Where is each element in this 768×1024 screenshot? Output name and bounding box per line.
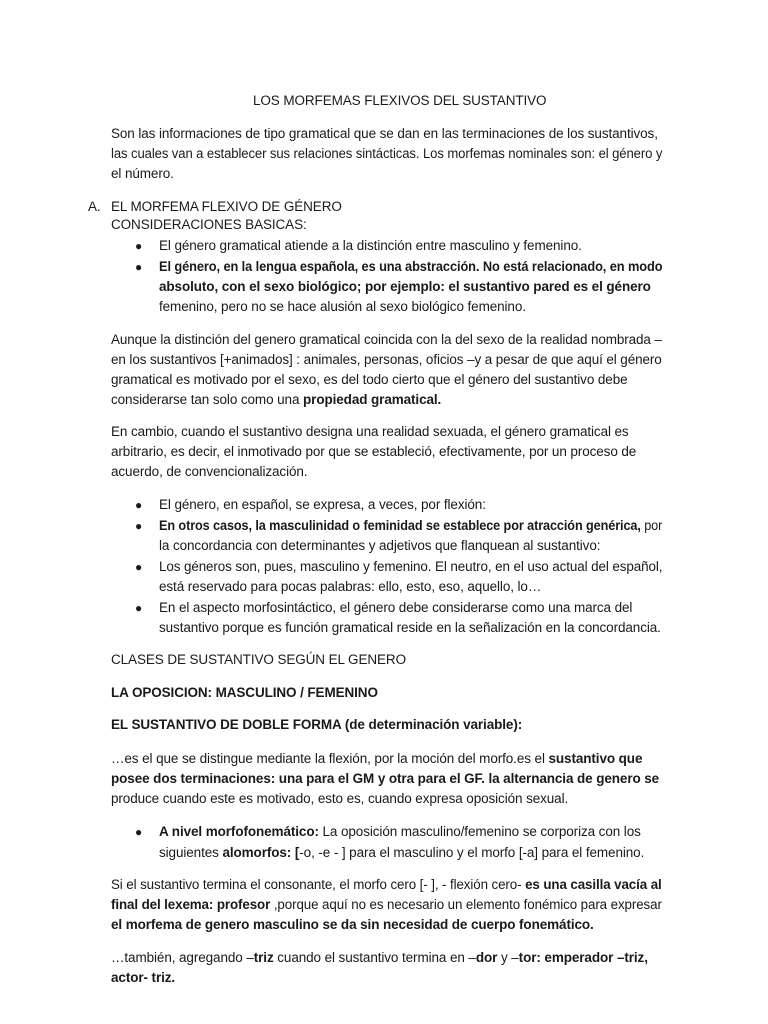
intro-line-3: el número.: [111, 166, 174, 181]
para-5-l1b: triz: [253, 950, 274, 965]
para-2-line-1: En cambio, cuando el sustantivo designa una realidad sexuada, el género gramatical es: [111, 424, 629, 439]
para-3-line-2: posee dos terminaciones: una para el GM y otra para el GF. la alternancia de genero se: [111, 771, 660, 786]
heading-doble-forma: EL SUSTANTIVO DE DOBLE FORMA (de determinación variable):: [111, 717, 523, 732]
para-1-line-1: Aunque la distinción del genero gramatical coincida con la del sexo de la realidad nombrada –: [111, 332, 662, 347]
para-3-bold: sustantivo que: [548, 751, 643, 766]
para-1-line-2: en los sustantivos [+animados] : animales, personas, oficios –y a pesar de que aquí el género: [111, 352, 662, 367]
bullet-attraction-bold: En otros casos, la masculinidad o feminidad se establece por atracción genérica,: [159, 518, 641, 533]
bullet-dot: ●: [135, 260, 143, 274]
bullet-abstraction-line-1: El género, en la lengua española, es una abstracción. No está relacionado, en modo: [159, 259, 663, 274]
bullet-dot: ●: [135, 498, 143, 512]
para-3-line-3: produce cuando este es motivado, esto es, cuando expresa oposición sexual.: [111, 791, 569, 806]
para-5-line-2: actor- triz.: [111, 970, 176, 985]
bullet-flexion: El género, en español, se expresa, a veces, por flexión:: [159, 497, 486, 512]
para-5-l1c: cuando el sustantivo termina en –: [273, 950, 476, 965]
bullet-attraction-line-2: la concordancia con determinantes y adjetivos que flanquean al sustantivo:: [159, 538, 601, 553]
bullet-abstraction-line-2: absoluto, con el sexo biológico; por ejemplo: el sustantivo pared es el género: [159, 279, 651, 294]
para-1-line-4-text: considerarse tan solo como una: [111, 392, 304, 407]
section-a-marker: A.: [88, 199, 101, 214]
para-5-line-1: [111, 948, 648, 968]
bullet-nivel-rest: La oposición masculino/femenino se corporiza con los: [318, 824, 641, 839]
para-3-text: …es el que se distingue mediante la flexión, por la moción del morfo.es el: [111, 751, 549, 766]
heading-clases: CLASES DE SUSTANTIVO SEGÚN EL GENERO: [111, 652, 406, 667]
para-5-l1e: y –: [497, 950, 519, 965]
para-1-line-4: [111, 390, 441, 410]
para-4-line-3: el morfema de genero masculino se da sin necesidad de cuerpo fonemático.: [111, 917, 594, 932]
bullet-attraction-tail: por: [640, 518, 663, 533]
heading-oposicion: LA OPOSICION: MASCULINO / FEMENINO: [111, 685, 378, 700]
para-4-line-1: [111, 875, 662, 895]
para-4-l2a: final del lexema: profesor: [111, 897, 271, 912]
bullet-dot: ●: [135, 239, 143, 253]
page-title: LOS MORFEMAS FLEXIVOS DEL SUSTANTIVO: [253, 93, 547, 108]
para-1-line-3: gramatical es motivado por el sexo, es del todo cierto que el género del sustantivo debe: [111, 372, 628, 387]
bullet-morphosyntax-line-2: sustantivo porque es función gramatical reside en la señalización en la concordancia.: [159, 620, 661, 635]
para-2-line-3: acuerdo, de convencionalización.: [111, 464, 308, 479]
intro-line-2: las cuales van a establecer sus relaciones sintácticas. Los morfemas nominales son: el género y: [111, 146, 663, 161]
bullet-nivel-lead: A nivel morfofonemático:: [159, 824, 319, 839]
section-a-heading: EL MORFEMA FLEXIVO DE GÉNERO: [111, 199, 342, 214]
para-5-l1d: dor: [475, 950, 498, 965]
bullet-nivel-l2a: siguientes: [159, 845, 223, 860]
bullet-gender-distinction: El género gramatical atiende a la distinción entre masculino y femenino.: [159, 238, 582, 253]
para-4-line-2: [111, 895, 662, 915]
section-a-subheading: CONSIDERACIONES BASICAS:: [111, 217, 307, 232]
para-5-l1f: tor: emperador –triz,: [518, 950, 648, 965]
para-5-l1a: …también, agregando –: [111, 950, 254, 965]
bullet-genders-line-2: está reservado para pocas palabras: ello, esto, eso, aquello, lo…: [159, 579, 542, 594]
bullet-dot: ●: [135, 825, 143, 839]
para-4-l1a: Si el sustantivo termina el consonante, el morfo cero [- ], - flexión cero-: [111, 877, 526, 892]
bullet-nivel-l2c: -o, -e - ] para el masculino y el morfo [-a] para el femenino.: [299, 845, 645, 860]
bullet-nivel-line-1: [159, 822, 641, 842]
bullet-morphosyntax-line-1: En el aspecto morfosintáctico, el género debe considerarse como una marca del: [159, 600, 633, 615]
bullet-nivel-l2b: alomorfos: [: [222, 845, 300, 860]
para-1-emphasis: propiedad gramatical.: [303, 392, 442, 407]
bullet-dot: ●: [135, 519, 143, 533]
intro-line-1: Son las informaciones de tipo gramatical que se dan en las terminaciones de los sustantivos,: [111, 126, 658, 141]
bullet-dot: ●: [135, 560, 143, 574]
bullet-genders-line-1: Los géneros son, pues, masculino y femenino. El neutro, en el uso actual del español,: [159, 559, 663, 574]
para-2-line-2: arbitrario, es decir, el inmotivado por que se estableció, efectivamente, por un proceso de: [111, 444, 637, 459]
para-4-l2b: ,porque aquí no es necesario un elemento fonémico para expresar: [270, 897, 662, 912]
bullet-dot: ●: [135, 601, 143, 615]
para-3-line-1: [111, 749, 642, 769]
para-4-l1b: es una casilla vacía al: [525, 877, 662, 892]
bullet-abstraction-line-3: femenino, pero no se hace alusión al sexo biológico femenino.: [159, 299, 526, 314]
bullet-nivel-line-2: [159, 843, 644, 863]
bullet-attraction-line-1: [159, 516, 662, 536]
